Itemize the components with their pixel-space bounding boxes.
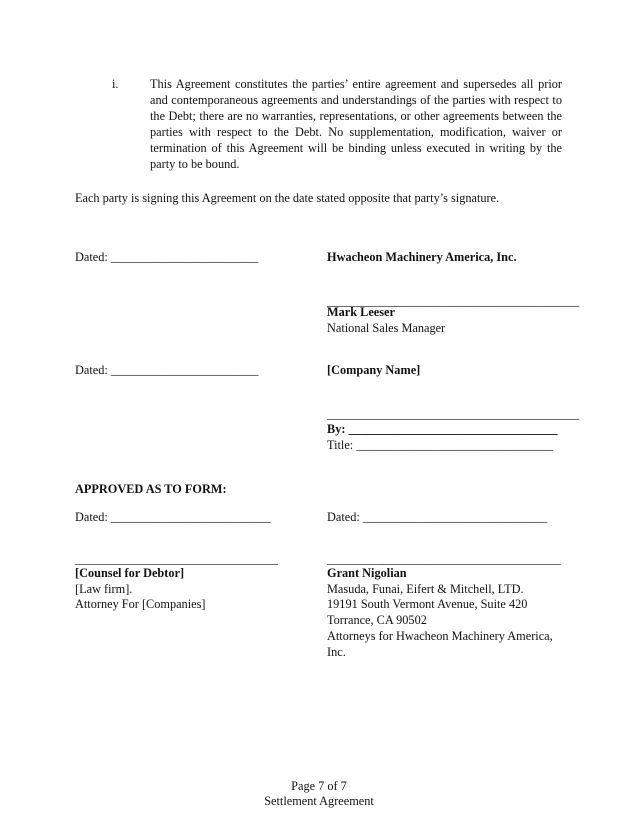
signing-statement: Each party is signing this Agreement on the date stated opposite that party’s signature. — [75, 191, 500, 205]
clause-text: This Agreement constitutes the parties’ entire agreement and supersedes all prior and contemporaneous agreements and understandings of the parties with respect to the Debt; there are no warranties, representations, or other agreements between the parties with respect to the Debt. No supplementation, modification, waiver or termination of this Agreement will be binding unless executed in writing by the party to be bound. — [150, 77, 562, 171]
law-firm: [Law firm]. — [75, 582, 133, 596]
street-address: 19191 South Vermont Avenue, Suite 420 — [327, 597, 528, 611]
dated-line-2: Dated: ________________________ — [75, 363, 259, 377]
page-number: Page 7 of 7 — [291, 779, 347, 793]
dated-line-1: Dated: ________________________ — [75, 250, 259, 264]
attorneys-for-cont: Inc. — [327, 645, 346, 659]
company-name-hwacheon: Hwacheon Machinery America, Inc. — [327, 250, 517, 264]
title-line: Title: ________________________________ — [327, 438, 554, 452]
firm-name: Masuda, Funai, Eifert & Mitchell, LTD. — [327, 582, 524, 596]
company-name-placeholder: [Company Name] — [327, 363, 421, 377]
signature-line-right: ______________________________________ — [327, 552, 561, 566]
grant-nigolian: Grant Nigolian — [327, 566, 407, 580]
counsel-name: [Counsel for Debtor] — [75, 566, 185, 580]
signature-line-1: _________________________________________ — [327, 294, 580, 308]
dated-left: Dated: __________________________ — [75, 510, 271, 524]
by-line: By: __________________________________ — [327, 422, 558, 436]
city-address: Torrance, CA 90502 — [327, 613, 427, 627]
signature-line-left: _________________________________ — [75, 552, 278, 566]
attorneys-for: Attorneys for Hwacheon Machinery America, — [327, 629, 553, 643]
approved-heading: APPROVED AS TO FORM: — [75, 482, 227, 496]
document-name: Settlement Agreement — [264, 794, 374, 808]
signer-name: Mark Leeser — [327, 305, 395, 319]
clause-number: i. — [112, 77, 119, 91]
dated-right: Dated: ______________________________ — [327, 510, 548, 524]
signer-title: National Sales Manager — [327, 321, 446, 335]
signature-line-2: _________________________________________ — [327, 407, 580, 421]
attorney-for: Attorney For [Companies] — [75, 597, 206, 611]
